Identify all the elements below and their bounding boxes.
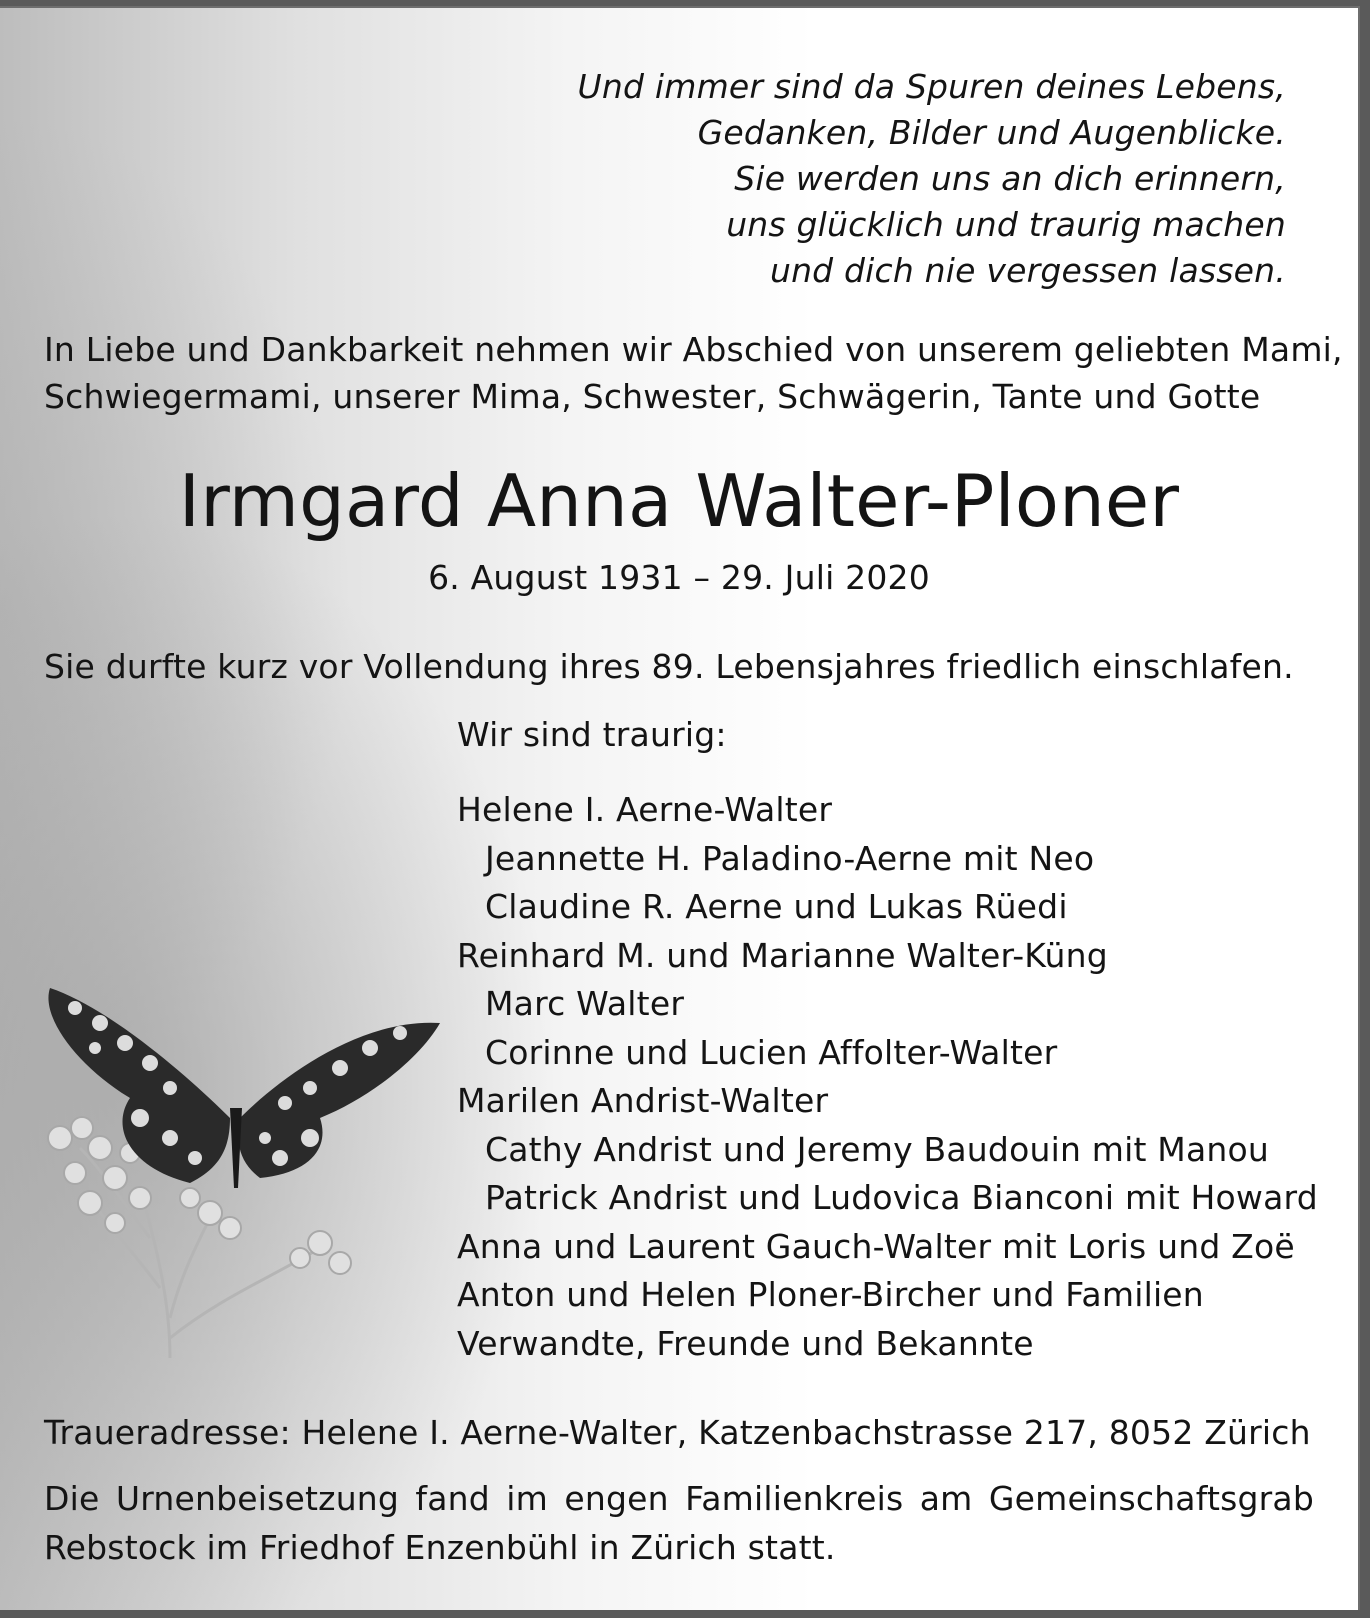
life-dates: 6. August 1931 – 29. Juli 2020 bbox=[428, 558, 930, 597]
poem-line: uns glücklich und traurig machen bbox=[726, 205, 1286, 244]
mourner-entry: Verwandte, Freunde und Bekannte bbox=[457, 1323, 1034, 1363]
deceased-name: Irmgard Anna Walter-Ploner bbox=[178, 459, 1180, 543]
mourner-entry: Anton und Helen Ploner-Bircher und Familien bbox=[457, 1275, 1204, 1314]
mourner-entry: Cathy Andrist und Jeremy Baudouin mit Manou bbox=[485, 1129, 1270, 1169]
mourners-heading: Wir sind traurig: bbox=[457, 715, 727, 754]
mourner-entry: Marc Walter bbox=[485, 984, 685, 1023]
intro-text bbox=[44, 326, 1343, 420]
mourner-entry: Helene I. Aerne-Walter bbox=[457, 790, 833, 829]
mourner-entry: Reinhard M. und Marianne Walter-Küng bbox=[457, 935, 1108, 975]
mourner-entry: Jeannette H. Paladino-Aerne mit Neo bbox=[485, 838, 1095, 878]
poem-line: und dich nie vergessen lassen. bbox=[769, 251, 1286, 290]
poem bbox=[578, 64, 1286, 294]
mourner-entry: Claudine R. Aerne und Lukas Rüedi bbox=[485, 887, 1068, 926]
intro-line: Schwiegermami, unserer Mima, Schwester, Schwägerin, Tante und Gotte bbox=[44, 377, 1261, 416]
mourner-entry: Patrick Andrist und Ludovica Bianconi mit Howard bbox=[485, 1178, 1318, 1217]
mourner-entry: Anna und Laurent Gauch-Walter mit Loris und Zoë bbox=[457, 1226, 1295, 1266]
mourner-entry: Marilen Andrist-Walter bbox=[457, 1081, 829, 1120]
obituary-card bbox=[0, 6, 1360, 1610]
mourners-list bbox=[457, 786, 1318, 1368]
poem-line: Und immer sind da Spuren deines Lebens, bbox=[577, 67, 1286, 106]
mourning-address: Traueradresse: Helene I. Aerne-Walter, Katzenbachstrasse 217, 8052 Zürich bbox=[44, 1413, 1311, 1452]
burial-line: Rebstock im Friedhof Enzenbühl in Zürich statt. bbox=[44, 1528, 836, 1567]
poem-line: Sie werden uns an dich erinnern, bbox=[734, 159, 1286, 198]
poem-line: Gedanken, Bilder und Augenblicke. bbox=[697, 113, 1286, 152]
burial-notice bbox=[44, 1474, 1314, 1572]
butterfly-on-flowers-icon bbox=[20, 988, 450, 1358]
burial-line: Die Urnenbeisetzung fand im engen Familienkreis am Gemeinschaftsgrab bbox=[44, 1479, 1314, 1518]
passing-statement: Sie durfte kurz vor Vollendung ihres 89. Lebensjahres friedlich einschlafen. bbox=[44, 647, 1294, 686]
intro-line: In Liebe und Dankbarkeit nehmen wir Abschied von unserem geliebten Mami, bbox=[44, 330, 1343, 369]
mourner-entry: Corinne und Lucien Affolter-Walter bbox=[485, 1032, 1058, 1072]
